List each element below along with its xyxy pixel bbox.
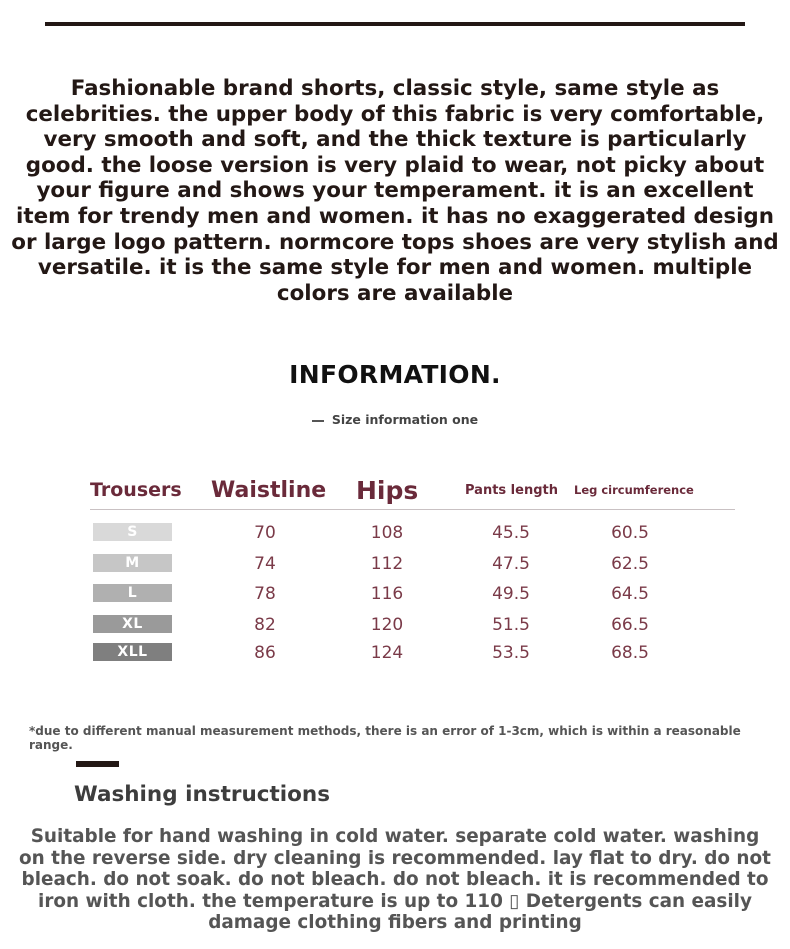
pants-length-value: 51.5 <box>492 615 530 635</box>
leg-circumference-value: 64.5 <box>611 584 649 604</box>
waistline-value: 86 <box>254 643 276 663</box>
header-waistline: Waistline <box>211 477 327 503</box>
table-row <box>90 552 735 576</box>
leg-circumference-value: 68.5 <box>611 643 649 663</box>
pants-length-value: 45.5 <box>492 523 530 543</box>
leg-circumference-value: 66.5 <box>611 615 649 635</box>
table-row <box>90 641 735 665</box>
table-row <box>90 582 735 606</box>
table-row <box>90 521 735 545</box>
table-row <box>90 613 735 637</box>
waistline-value: 82 <box>254 615 276 635</box>
leg-circumference-value: 62.5 <box>611 554 649 574</box>
washing-body: Suitable for hand washing in cold water. separate cold water. washing on the reverse side. dry cleaning is recommended. lay flat to dry. do not bleach. do not soak. do not bleach. do not bleach. it is recommended to iron with cloth. the temperature is up to 110 ▯ Detergents can easily damage clothing fibers and printing <box>19 826 771 934</box>
hips-value: 116 <box>370 584 404 604</box>
top-divider <box>45 22 745 26</box>
header-divider <box>90 509 735 510</box>
hips-value: 124 <box>370 643 404 663</box>
leg-circumference-value: 60.5 <box>611 523 649 543</box>
header-hips: Hips <box>356 475 419 505</box>
size-badge: S <box>93 523 172 541</box>
size-badge: L <box>93 584 172 602</box>
size-info-label: Size information one <box>331 412 479 427</box>
size-info-subtitle <box>0 412 790 427</box>
washing-title: Washing instructions <box>74 782 331 807</box>
waistline-value: 74 <box>254 554 276 574</box>
hips-value: 120 <box>370 615 404 635</box>
size-badge: XLL <box>93 643 172 661</box>
size-table-header <box>90 470 735 510</box>
size-table <box>90 470 735 663</box>
product-description: Fashionable brand shorts, classic style, same style as celebrities. the upper body of this fabric is very comfortable, very smooth and soft, and the thick texture is particularly good. the loose version is very plaid to wear, not picky about your figure and shows your temperament. it is an excellent item for trendy men and women. it has no exaggerated design or large logo pattern. normcore tops shoes are very stylish and versatile. it is the same style for men and women. multiple colors are available <box>11 76 779 306</box>
information-title: INFORMATION. <box>289 360 501 389</box>
pants-length-value: 49.5 <box>492 584 530 604</box>
size-badge: M <box>93 554 172 572</box>
header-leg-circumference: Leg circumference <box>574 483 694 497</box>
hips-value: 108 <box>370 523 404 543</box>
dash-icon <box>312 420 324 422</box>
header-trousers: Trousers <box>90 479 182 501</box>
waistline-value: 78 <box>254 584 276 604</box>
header-pants-length: Pants length <box>465 482 558 498</box>
section-marker <box>76 761 119 767</box>
size-badge: XL <box>93 615 172 633</box>
measurement-note: *due to different manual measurement methods, there is an error of 1-3cm, which is within a reasonable range. <box>29 724 741 752</box>
hips-value: 112 <box>370 554 404 574</box>
pants-length-value: 47.5 <box>492 554 530 574</box>
waistline-value: 70 <box>254 523 276 543</box>
pants-length-value: 53.5 <box>492 643 530 663</box>
